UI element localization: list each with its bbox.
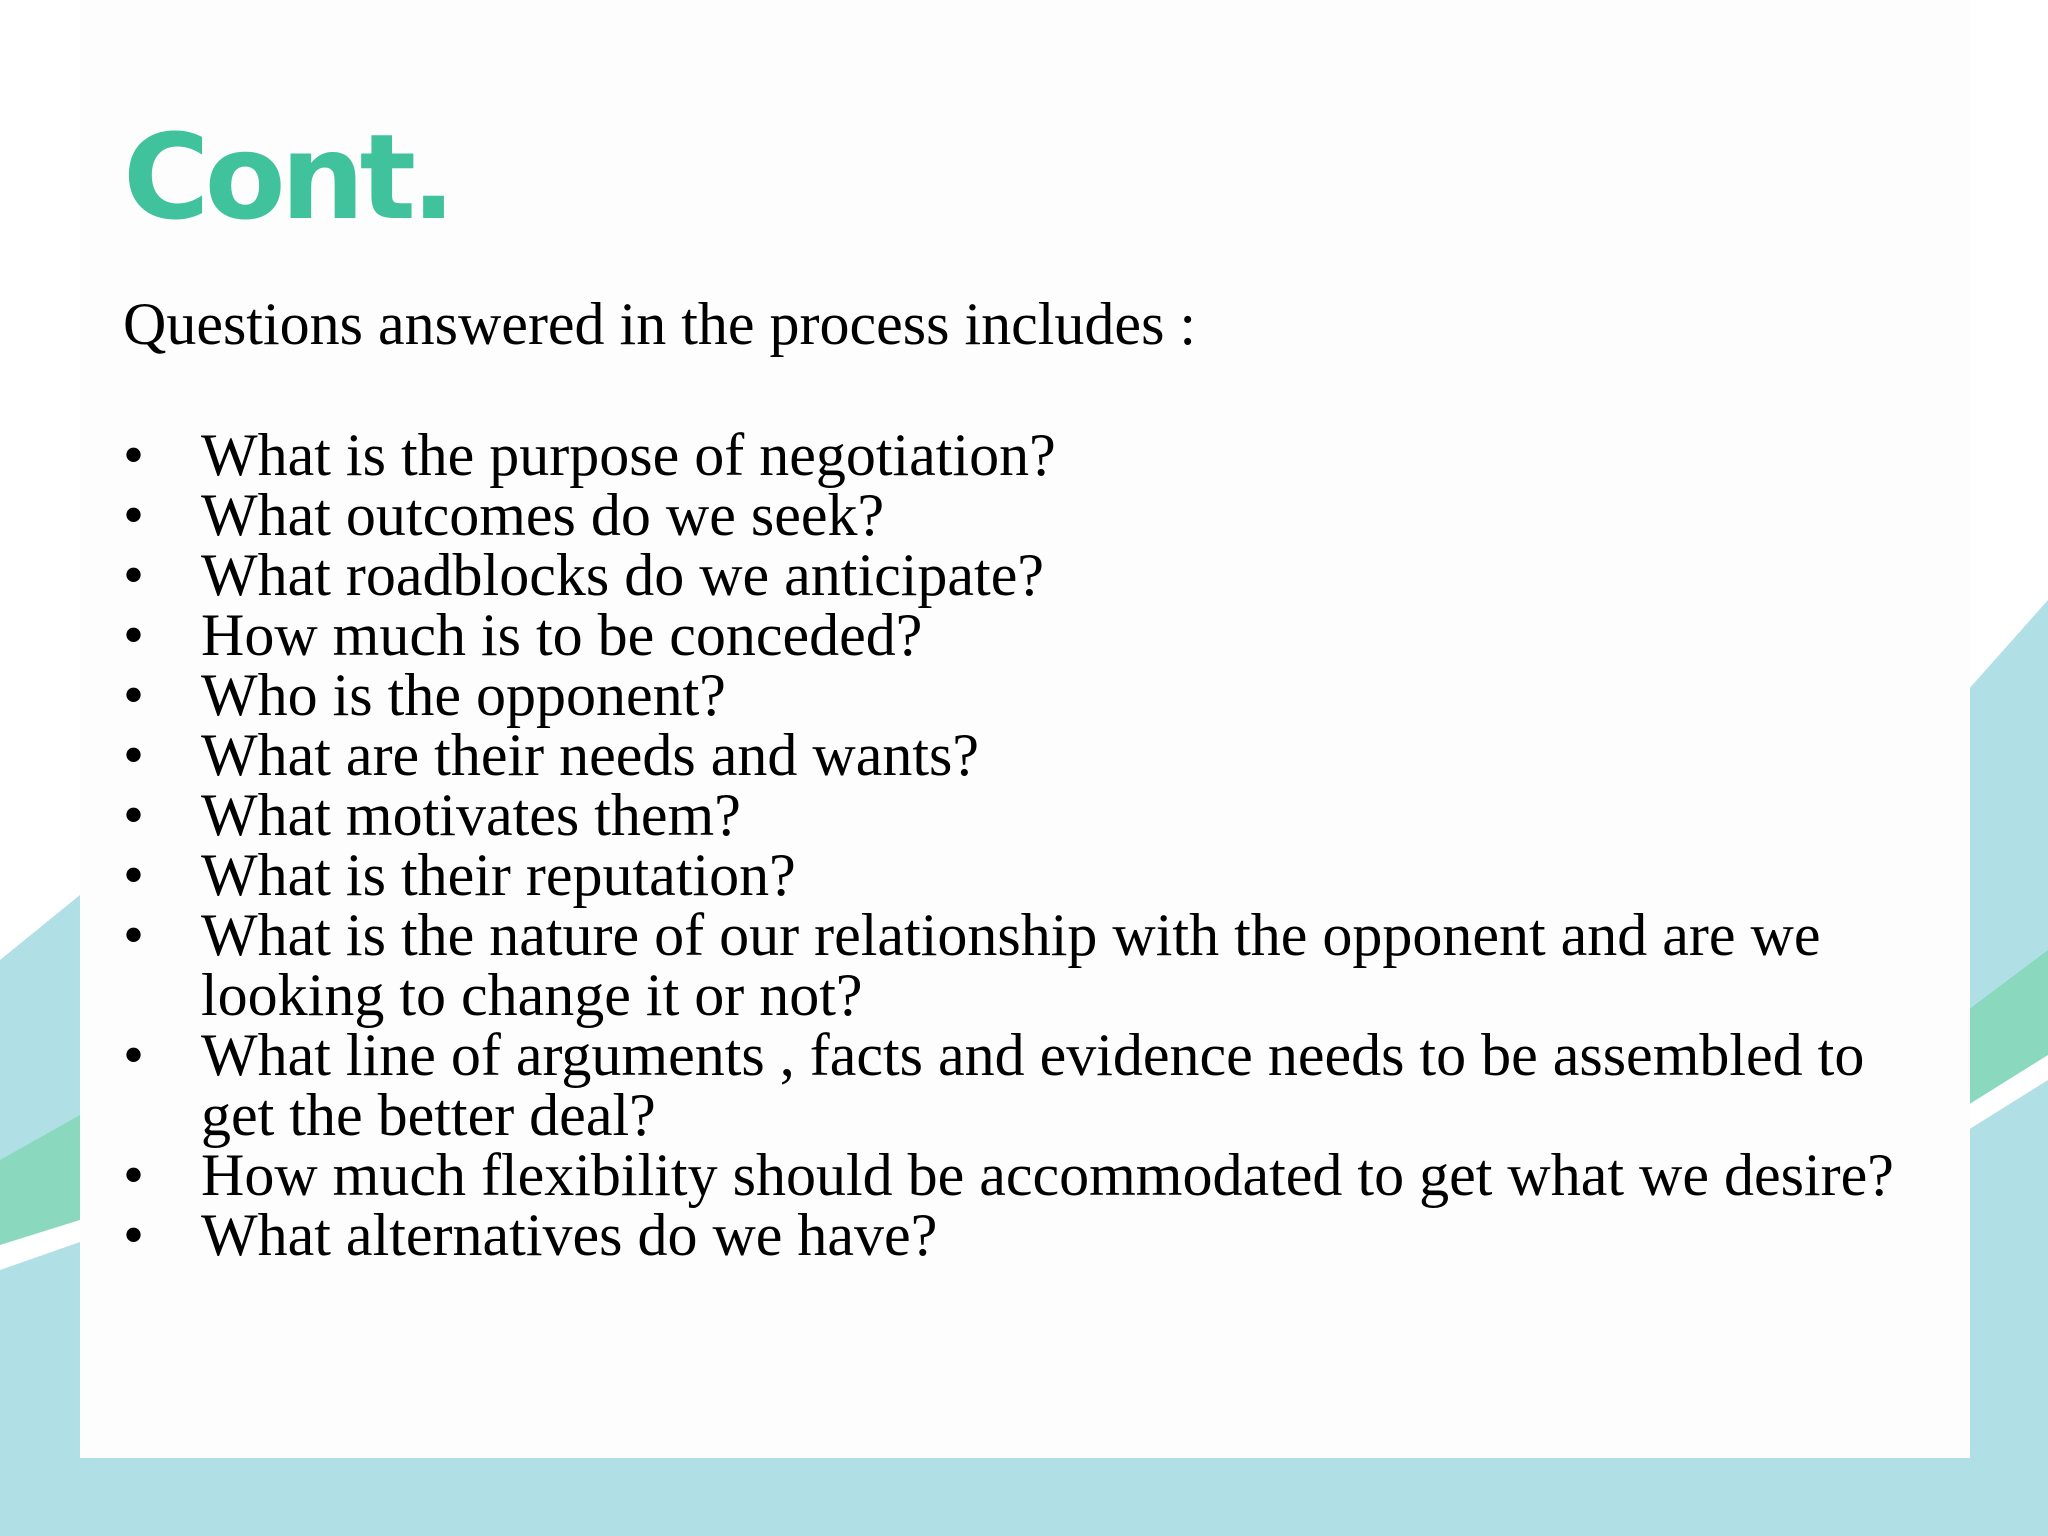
- list-item: [123, 482, 1903, 548]
- question-text: How much flexibility should be accommodated to get what we desire?: [201, 1142, 1894, 1208]
- list-item: [123, 782, 1903, 848]
- bullet: •: [123, 542, 145, 608]
- question-text: What is the purpose of negotiation?: [201, 422, 1056, 488]
- question-text: What alternatives do we have?: [201, 1202, 938, 1268]
- list-item: [123, 1202, 1903, 1268]
- bullet: •: [123, 842, 145, 908]
- intro-text: Questions answered in the process includes :: [123, 291, 1197, 357]
- bullet: •: [123, 722, 145, 788]
- bullet: •: [123, 1202, 145, 1268]
- bullet: •: [123, 1142, 145, 1208]
- question-list: [123, 422, 1903, 1268]
- bullet: •: [123, 602, 145, 668]
- question-text: What motivates them?: [201, 782, 741, 848]
- list-item: [123, 1142, 1903, 1208]
- bullet: •: [123, 662, 145, 728]
- question-text: How much is to be conceded?: [201, 602, 923, 668]
- list-item: [123, 542, 1903, 608]
- bullet: •: [123, 422, 145, 488]
- question-text: What is their reputation?: [201, 842, 796, 908]
- question-text: What is the nature of our relationship with the opponent and are we looking to change it or not?: [201, 902, 1821, 1028]
- list-item: [123, 602, 1903, 668]
- question-text: What line of arguments , facts and evidence needs to be assembled to get the better deal?: [201, 1022, 1865, 1148]
- question-text: Who is the opponent?: [201, 662, 726, 728]
- bullet: •: [123, 1022, 145, 1088]
- question-text: What roadblocks do we anticipate?: [201, 542, 1044, 608]
- bullet: •: [123, 482, 145, 548]
- question-text: What are their needs and wants?: [201, 722, 979, 788]
- bullet: •: [123, 902, 145, 968]
- slide-title: Cont.: [123, 108, 451, 246]
- list-item: [123, 422, 1903, 488]
- list-item: [123, 902, 1903, 1028]
- list-item: [123, 842, 1903, 908]
- bullet: •: [123, 782, 145, 848]
- list-item: [123, 1022, 1903, 1148]
- list-item: [123, 662, 1903, 728]
- list-item: [123, 722, 1903, 788]
- question-text: What outcomes do we seek?: [201, 482, 885, 548]
